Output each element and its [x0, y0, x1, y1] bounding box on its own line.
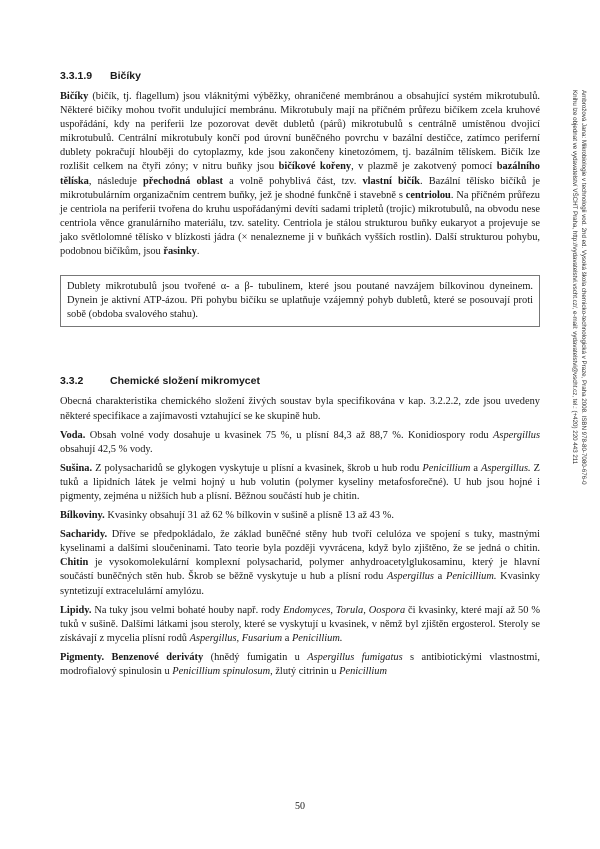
section-number: 3.3.1.9 — [60, 70, 93, 82]
order-line: Knihu lze objednat ve vydavatelství VŠCHT Praha, http://vydavatelstvi.vscht.cz/, e-mail: vydavatelstvi@vscht.cz, tel.: (+420) 220 443 211 — [571, 90, 578, 465]
info-box: Dublety mikrotubulů jsou tvořené α- a β- tubulinem, které jsou poutané navzájem bílkovinou dyneinem. Dynein je aktivní ATP-ázou. Při pohybu bičíku se uplatňuje vzájemný pohyb dubletů, které se posouvají proti sobě (obdoba svalového stahu). — [60, 275, 540, 327]
margin-citation-text — [570, 90, 588, 610]
section-title: Bičíky — [110, 70, 141, 82]
paragraph-voda: Voda. Obsah volné vody dosahuje u kvasinek 75 %, u plísní 84,3 až 88,7 %. Konidiospory rodu Aspergillus obsahují 42,5 % vody. — [60, 429, 540, 455]
page-number: 50 — [295, 801, 305, 812]
page-content — [60, 70, 540, 684]
paragraph-sacharidy: Sacharidy. Dříve se předpokládalo, že základ buněčné stěny hub tvoří celulóza ve spojení s tuky, mastnými kyselinami a dalšími sloučeninami. Tato teorie byla později vyvrácena, když bylo zjištěno, že se jedná o chitin. Chitin je vysokomolekulární komplexní polysacharid, polymer anhydroacetylglukosaminu, který je hlavní součástí buněčných stěn hub. Škrob se běžně vyskytuje u hub a plísní rodu Aspergillus a Penicillium. Kvasinky syntetizují extracelulární amylózu. — [60, 529, 540, 597]
section-title: Chemické složení mikromycet — [110, 375, 260, 388]
paragraph-pigmenty: Pigmenty. Benzenové deriváty (hnědý fumigatin u Aspergillus fumigatus s antibiotickými vlastnostmi, modrofialový spinulosin u Penicillium spinulosum, žlutý citrinin u Penicillium — [60, 651, 540, 677]
section-number: 3.3.2 — [60, 375, 84, 388]
paragraph-susina: Sušina. Z polysacharidů se glykogen vyskytuje u plísní a kvasinek, škrob u hub rodu Penicillium a Aspergillus. Z tuků a lipidních látek je velmi hojný u hub volutin (polymer kyseliny metafosforečné). U hub jsou hojné i pigmenty, zejména u nižších hub a plísní. Běžnou součástí hub je chitin. — [60, 462, 540, 502]
term-vlastni-bicik: vlastní bičík — [362, 175, 420, 187]
spacer — [60, 327, 540, 375]
section-heading-chemicke-slozeni — [60, 375, 540, 387]
margin-citation — [548, 90, 588, 610]
citation-line: Ambrožová Jana: Mikrobiologie v technologii vod. 2nd ed. Vysoká škola chemicko-technologická v Praze, Praha 2008. ISBN 978-80-7080-676-0 — [580, 90, 587, 485]
section-heading-bicíky — [60, 70, 540, 82]
paragraph-intro: Obecná charakteristika chemického složení živých soustav byla specifikována v kap. 3.2.2.2, zde jsou uvedeny některé specifikace a zajímavosti vztahující se ke skupině hub. — [60, 396, 540, 422]
paragraph-bilkoviny: Bílkoviny. Kvasinky obsahují 31 až 62 % bílkovin v sušině a plísně 13 až 43 %. — [60, 510, 394, 522]
term-bicíky: Bičíky — [60, 91, 89, 102]
term-bazalni-teliska: bazálního tělíska — [60, 161, 540, 187]
term-prechodna-oblast: přechodná oblast — [142, 175, 224, 187]
term-rasinky: řasinky — [163, 246, 197, 258]
paragraph-bicíky: Bičíky (bičík, tj. flagellum) jsou vláknitými výběžky, ohraničené membránou a obsahující systém mikrotubulů. Některé bičíky mohou tvořit undulující membránu. Mikrotubuly mají na příčném průřezu bičíkem zcela kruhové uspořádání, kdy na periferii lze pozorovat devět dubletů (párů) mikrotubulů s centrálně umístěnou dvojicí mikrotubulů. Centrální mikrotubuly končí pod úrovní buněčného povrchu v bazální destičce, zatímco periferní dublety pokračují hlouběji do cytoplazmy, kde jsou zakončeny kinetozómem, tj. bazálním tělískem. Bičík lze rozlišit celkem na čtyři zóny; v nitru buňky jsou bičíkové kořeny, v plazmě je zakotvený pomocí bazálního tělíska, následuje přechodná oblast a volně pohyblivá část, tzv. vlastní bičík. Bazální tělísko bičíků je mikrotubulárním organizačním centrem buňky, jež je shodné funkčně i stavebně s centriolou. Na příčném průřezu je centriola na periferii tvořena do kruhu uspořádanými devíti sadami tripletů (trojic) mikrotubulů, na obvodu nese centriola věnce granulárního materiálu, tzv. satelity. Centriola je stálou strukturou buňky eukaryot a projevuje se jako světlolomné tělísko v blízkosti jádra (× nenalezneme ji v buňkách vyšších rostlin). Další strukturou pohybu, podobnou bičíkům, jsou řasinky. — [60, 91, 541, 258]
term-centriolou: centriolou — [405, 189, 451, 201]
paragraph-lipidy: Lipidy. Na tuky jsou velmi bohaté houby např. rody Endomyces, Torula, Oospora či kvasinky, které mají až 50 % tuků v sušině. Dalšími látkami jsou steroly, které se vyskytují u kvasinek, v němž byl zjištěn ergosterol. Steroly se získávají z mycelia plísní rodů Aspergillus, Fusarium a Penicillium. — [60, 604, 540, 644]
term-bicikove-koreny: bičíkové kořeny — [278, 161, 352, 173]
